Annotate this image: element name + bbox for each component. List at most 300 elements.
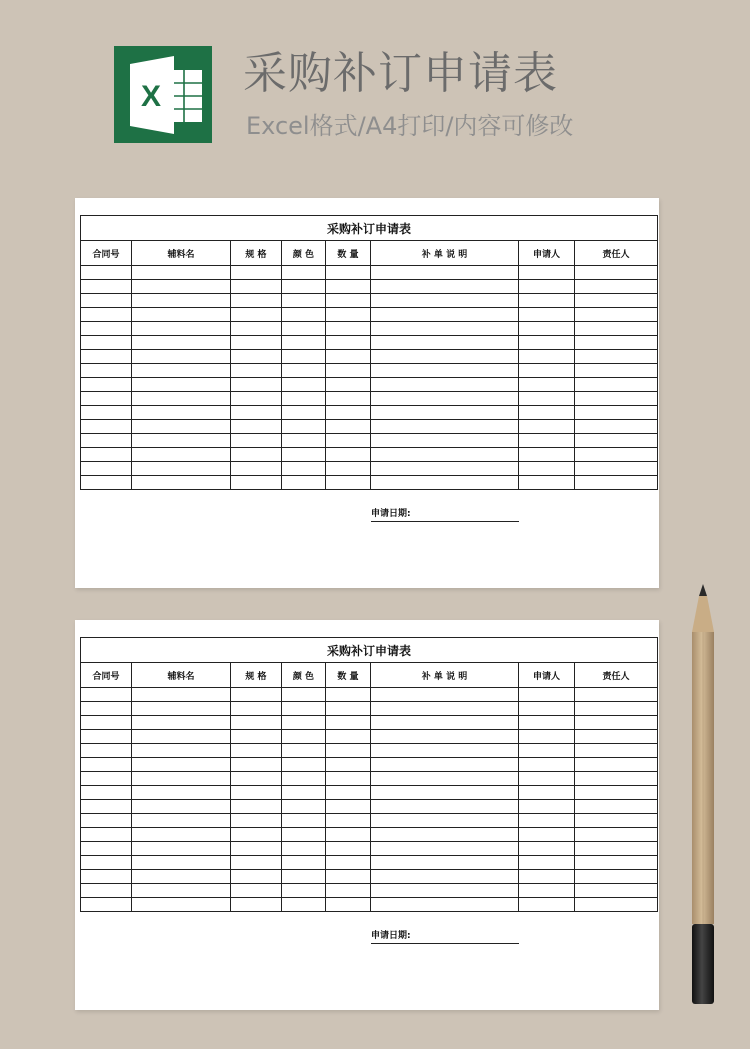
table-cell[interactable] (519, 702, 575, 716)
table-cell[interactable] (81, 758, 132, 772)
table-cell[interactable] (371, 800, 519, 814)
table-cell[interactable] (132, 294, 231, 308)
table-cell[interactable] (282, 336, 326, 350)
table-cell[interactable] (371, 744, 519, 758)
table-cell[interactable] (371, 476, 519, 490)
column-header-row (81, 241, 658, 266)
column-header: 颜 色 (282, 663, 326, 688)
table-cell[interactable] (231, 702, 282, 716)
table-cell[interactable] (575, 786, 658, 800)
table-cell[interactable] (81, 308, 132, 322)
column-header: 辅料名 (132, 241, 231, 266)
table-cell[interactable] (81, 744, 132, 758)
table-cell[interactable] (519, 786, 575, 800)
table-cell[interactable] (371, 364, 519, 378)
table-cell[interactable] (519, 294, 575, 308)
table-cell[interactable] (575, 308, 658, 322)
table-cell[interactable] (132, 392, 231, 406)
table-cell[interactable] (326, 294, 371, 308)
table-cell[interactable] (519, 898, 575, 912)
table-cell[interactable] (371, 378, 519, 392)
table-cell[interactable] (519, 448, 575, 462)
table-cell[interactable] (231, 476, 282, 490)
table-cell[interactable] (575, 336, 658, 350)
table-cell[interactable] (282, 856, 326, 870)
column-header-row (81, 663, 658, 688)
table-cell[interactable] (519, 266, 575, 280)
table-cell[interactable] (132, 420, 231, 434)
table-cell[interactable] (282, 702, 326, 716)
table-cell[interactable] (81, 294, 132, 308)
table-cell[interactable] (132, 308, 231, 322)
form-table (80, 215, 658, 490)
column-header: 规 格 (231, 663, 282, 688)
table-cell[interactable] (575, 266, 658, 280)
table-cell[interactable] (81, 814, 132, 828)
table-cell[interactable] (575, 772, 658, 786)
table-cell[interactable] (282, 898, 326, 912)
table-cell[interactable] (519, 476, 575, 490)
table-cell[interactable] (519, 350, 575, 364)
table-cell[interactable] (132, 322, 231, 336)
table-cell[interactable] (231, 898, 282, 912)
table-cell[interactable] (371, 730, 519, 744)
table-cell[interactable] (575, 476, 658, 490)
column-header: 责任人 (575, 241, 658, 266)
table-cell[interactable] (81, 280, 132, 294)
table-cell[interactable] (326, 828, 371, 842)
table-cell[interactable] (371, 828, 519, 842)
table-cell[interactable] (575, 462, 658, 476)
table-cell[interactable] (326, 786, 371, 800)
table-cell[interactable] (231, 336, 282, 350)
table-cell[interactable] (371, 772, 519, 786)
table-cell[interactable] (81, 842, 132, 856)
table-cell[interactable] (282, 392, 326, 406)
table-cell[interactable] (132, 688, 231, 702)
table-cell[interactable] (519, 730, 575, 744)
table-cell[interactable] (231, 266, 282, 280)
table-cell[interactable] (81, 392, 132, 406)
table-cell[interactable] (371, 716, 519, 730)
table-cell[interactable] (231, 842, 282, 856)
table-cell[interactable] (371, 280, 519, 294)
table-cell[interactable] (519, 462, 575, 476)
table-cell[interactable] (326, 730, 371, 744)
table-cell[interactable] (81, 688, 132, 702)
table-row (81, 744, 658, 758)
table-cell[interactable] (371, 884, 519, 898)
table-row (81, 462, 658, 476)
column-header: 补 单 说 明 (371, 663, 519, 688)
table-cell[interactable] (575, 448, 658, 462)
table-cell[interactable] (81, 884, 132, 898)
table-cell[interactable] (282, 280, 326, 294)
table-cell[interactable] (575, 814, 658, 828)
table-cell[interactable] (575, 898, 658, 912)
table-cell[interactable] (81, 716, 132, 730)
table-cell[interactable] (132, 350, 231, 364)
table-cell[interactable] (231, 828, 282, 842)
table-cell[interactable] (371, 420, 519, 434)
table-cell[interactable] (575, 434, 658, 448)
table-cell[interactable] (519, 406, 575, 420)
table-cell[interactable] (282, 364, 326, 378)
table-cell[interactable] (231, 350, 282, 364)
table-cell[interactable] (81, 786, 132, 800)
date-underline (371, 521, 519, 522)
table-cell[interactable] (326, 280, 371, 294)
table-cell[interactable] (326, 448, 371, 462)
table-cell[interactable] (132, 702, 231, 716)
table-cell[interactable] (371, 842, 519, 856)
table-cell[interactable] (231, 688, 282, 702)
table-cell[interactable] (519, 420, 575, 434)
logo-letter: X (140, 80, 162, 113)
table-cell[interactable] (81, 730, 132, 744)
table-cell[interactable] (519, 870, 575, 884)
table-cell[interactable] (326, 842, 371, 856)
form-sheet-2 (75, 620, 659, 1010)
table-cell[interactable] (282, 744, 326, 758)
table-cell[interactable] (282, 870, 326, 884)
table-cell[interactable] (575, 842, 658, 856)
column-header: 颜 色 (282, 241, 326, 266)
table-cell[interactable] (575, 758, 658, 772)
table-cell[interactable] (282, 884, 326, 898)
table-cell[interactable] (371, 322, 519, 336)
table-cell[interactable] (371, 294, 519, 308)
table-cell[interactable] (282, 378, 326, 392)
column-header: 辅料名 (132, 663, 231, 688)
table-cell[interactable] (81, 266, 132, 280)
table-cell[interactable] (282, 420, 326, 434)
table-cell[interactable] (132, 378, 231, 392)
table-cell[interactable] (231, 280, 282, 294)
table-cell[interactable] (132, 406, 231, 420)
table-cell[interactable] (575, 406, 658, 420)
table-cell[interactable] (326, 322, 371, 336)
table-cell[interactable] (575, 828, 658, 842)
table-row (81, 716, 658, 730)
table-cell[interactable] (282, 350, 326, 364)
table-cell[interactable] (81, 378, 132, 392)
table-cell[interactable] (326, 462, 371, 476)
form-title: 采购补订申请表 (81, 216, 658, 241)
table-cell[interactable] (282, 308, 326, 322)
table-cell[interactable] (282, 772, 326, 786)
table-cell[interactable] (231, 434, 282, 448)
table-cell[interactable] (81, 336, 132, 350)
table-cell[interactable] (132, 884, 231, 898)
column-header: 规 格 (231, 241, 282, 266)
table-cell[interactable] (81, 448, 132, 462)
table-cell[interactable] (575, 730, 658, 744)
form-title-row (81, 638, 658, 663)
table-cell[interactable] (81, 350, 132, 364)
table-cell[interactable] (371, 786, 519, 800)
table-cell[interactable] (231, 730, 282, 744)
table-cell[interactable] (132, 336, 231, 350)
table-cell[interactable] (371, 434, 519, 448)
table-cell[interactable] (575, 870, 658, 884)
table-cell[interactable] (519, 280, 575, 294)
excel-icon (114, 46, 212, 143)
table-cell[interactable] (326, 898, 371, 912)
table-cell[interactable] (575, 884, 658, 898)
table-cell[interactable] (132, 280, 231, 294)
table-row (81, 350, 658, 364)
table-cell[interactable] (371, 308, 519, 322)
table-cell[interactable] (326, 688, 371, 702)
table-cell[interactable] (326, 814, 371, 828)
table-cell[interactable] (231, 294, 282, 308)
table-cell[interactable] (371, 688, 519, 702)
table-cell[interactable] (326, 350, 371, 364)
table-cell[interactable] (575, 420, 658, 434)
table-cell[interactable] (132, 786, 231, 800)
table-cell[interactable] (282, 814, 326, 828)
table-cell[interactable] (282, 406, 326, 420)
table-cell[interactable] (282, 730, 326, 744)
table-cell[interactable] (231, 420, 282, 434)
table-row (81, 378, 658, 392)
table-cell[interactable] (282, 448, 326, 462)
table-row (81, 898, 658, 912)
table-cell[interactable] (231, 448, 282, 462)
table-cell[interactable] (326, 856, 371, 870)
table-cell[interactable] (132, 462, 231, 476)
table-cell[interactable] (81, 420, 132, 434)
table-cell[interactable] (132, 448, 231, 462)
table-cell[interactable] (519, 772, 575, 786)
table-cell[interactable] (81, 870, 132, 884)
table-cell[interactable] (132, 828, 231, 842)
table-cell[interactable] (326, 336, 371, 350)
table-cell[interactable] (282, 786, 326, 800)
table-cell[interactable] (282, 800, 326, 814)
table-row (81, 308, 658, 322)
table-cell[interactable] (81, 406, 132, 420)
table-cell[interactable] (371, 448, 519, 462)
table-row (81, 364, 658, 378)
table-cell[interactable] (519, 856, 575, 870)
table-row (81, 476, 658, 490)
table-cell[interactable] (231, 856, 282, 870)
table-cell[interactable] (132, 772, 231, 786)
table-cell[interactable] (231, 462, 282, 476)
table-cell[interactable] (81, 856, 132, 870)
table-cell[interactable] (282, 758, 326, 772)
table-row (81, 688, 658, 702)
table-cell[interactable] (231, 786, 282, 800)
table-cell[interactable] (81, 364, 132, 378)
page-title: 采购补订申请表 (243, 48, 558, 99)
table-cell[interactable] (575, 716, 658, 730)
table-cell[interactable] (519, 336, 575, 350)
table-cell[interactable] (519, 884, 575, 898)
table-cell[interactable] (81, 772, 132, 786)
table-cell[interactable] (81, 898, 132, 912)
table-cell[interactable] (326, 772, 371, 786)
table-cell[interactable] (575, 856, 658, 870)
table-cell[interactable] (326, 406, 371, 420)
table-cell[interactable] (231, 308, 282, 322)
table-cell[interactable] (575, 378, 658, 392)
table-cell[interactable] (519, 434, 575, 448)
table-row (81, 294, 658, 308)
table-cell[interactable] (231, 392, 282, 406)
table-cell[interactable] (519, 800, 575, 814)
table-cell[interactable] (132, 364, 231, 378)
table-cell[interactable] (519, 758, 575, 772)
table-cell[interactable] (575, 688, 658, 702)
table-cell[interactable] (575, 364, 658, 378)
table-cell[interactable] (326, 800, 371, 814)
table-cell[interactable] (282, 462, 326, 476)
table-cell[interactable] (282, 842, 326, 856)
table-cell[interactable] (231, 758, 282, 772)
table-cell[interactable] (371, 336, 519, 350)
table-cell[interactable] (282, 434, 326, 448)
table-cell[interactable] (81, 462, 132, 476)
table-row (81, 884, 658, 898)
table-cell[interactable] (326, 378, 371, 392)
table-cell[interactable] (371, 462, 519, 476)
table-cell[interactable] (519, 688, 575, 702)
table-cell[interactable] (81, 800, 132, 814)
table-row (81, 730, 658, 744)
table-cell[interactable] (326, 476, 371, 490)
table-row (81, 828, 658, 842)
table-cell[interactable] (132, 266, 231, 280)
table-cell[interactable] (132, 842, 231, 856)
table-row (81, 392, 658, 406)
table-cell[interactable] (371, 406, 519, 420)
table-cell[interactable] (132, 814, 231, 828)
table-cell[interactable] (132, 856, 231, 870)
table-cell[interactable] (326, 392, 371, 406)
table-row (81, 758, 658, 772)
table-row (81, 842, 658, 856)
table-cell[interactable] (282, 716, 326, 730)
table-cell[interactable] (282, 476, 326, 490)
table-cell[interactable] (519, 828, 575, 842)
table-cell[interactable] (519, 392, 575, 406)
table-cell[interactable] (231, 406, 282, 420)
table-cell[interactable] (81, 322, 132, 336)
table-cell[interactable] (575, 294, 658, 308)
table-cell[interactable] (519, 814, 575, 828)
table-cell[interactable] (132, 800, 231, 814)
table-cell[interactable] (519, 378, 575, 392)
table-cell[interactable] (519, 716, 575, 730)
table-cell[interactable] (282, 266, 326, 280)
table-cell[interactable] (519, 308, 575, 322)
table-cell[interactable] (132, 898, 231, 912)
table-cell[interactable] (371, 702, 519, 716)
page-header (0, 0, 750, 180)
table-cell[interactable] (231, 884, 282, 898)
table-cell[interactable] (132, 476, 231, 490)
column-header: 申请人 (519, 663, 575, 688)
column-header: 数 量 (326, 663, 371, 688)
table-cell[interactable] (371, 266, 519, 280)
form-sheet-1 (75, 198, 659, 588)
table-row (81, 702, 658, 716)
table-cell[interactable] (519, 744, 575, 758)
table-cell[interactable] (81, 702, 132, 716)
table-cell[interactable] (575, 702, 658, 716)
table-cell[interactable] (81, 828, 132, 842)
table-cell[interactable] (371, 392, 519, 406)
table-cell[interactable] (231, 744, 282, 758)
date-label: 申请日期: (371, 509, 411, 519)
table-cell[interactable] (132, 716, 231, 730)
table-cell[interactable] (575, 322, 658, 336)
table-cell[interactable] (81, 476, 132, 490)
table-cell[interactable] (282, 294, 326, 308)
table-cell[interactable] (231, 378, 282, 392)
table-cell[interactable] (282, 828, 326, 842)
table-cell[interactable] (371, 758, 519, 772)
table-row (81, 280, 658, 294)
table-cell[interactable] (231, 364, 282, 378)
table-cell[interactable] (326, 420, 371, 434)
table-cell[interactable] (231, 800, 282, 814)
table-cell[interactable] (519, 364, 575, 378)
table-cell[interactable] (282, 688, 326, 702)
table-cell[interactable] (132, 730, 231, 744)
table-cell[interactable] (575, 800, 658, 814)
table-cell[interactable] (231, 870, 282, 884)
table-cell[interactable] (519, 322, 575, 336)
table-cell[interactable] (575, 280, 658, 294)
table-cell[interactable] (282, 322, 326, 336)
table-cell[interactable] (132, 744, 231, 758)
table-cell[interactable] (575, 744, 658, 758)
table-cell[interactable] (326, 364, 371, 378)
table-cell[interactable] (132, 870, 231, 884)
table-cell[interactable] (519, 842, 575, 856)
table-cell[interactable] (326, 716, 371, 730)
table-cell[interactable] (326, 434, 371, 448)
table-cell[interactable] (575, 392, 658, 406)
table-cell[interactable] (81, 434, 132, 448)
table-cell[interactable] (371, 350, 519, 364)
table-cell[interactable] (371, 856, 519, 870)
table-row (81, 406, 658, 420)
table-cell[interactable] (326, 870, 371, 884)
table-cell[interactable] (231, 322, 282, 336)
table-cell[interactable] (326, 266, 371, 280)
table-cell[interactable] (326, 758, 371, 772)
table-cell[interactable] (132, 434, 231, 448)
table-cell[interactable] (231, 814, 282, 828)
table-row (81, 772, 658, 786)
table-cell[interactable] (326, 702, 371, 716)
table-cell[interactable] (575, 350, 658, 364)
table-cell[interactable] (326, 884, 371, 898)
table-cell[interactable] (371, 898, 519, 912)
table-cell[interactable] (326, 744, 371, 758)
table-cell[interactable] (132, 758, 231, 772)
table-cell[interactable] (231, 716, 282, 730)
table-cell[interactable] (371, 870, 519, 884)
table-cell[interactable] (371, 814, 519, 828)
table-cell[interactable] (231, 772, 282, 786)
table-cell[interactable] (326, 308, 371, 322)
